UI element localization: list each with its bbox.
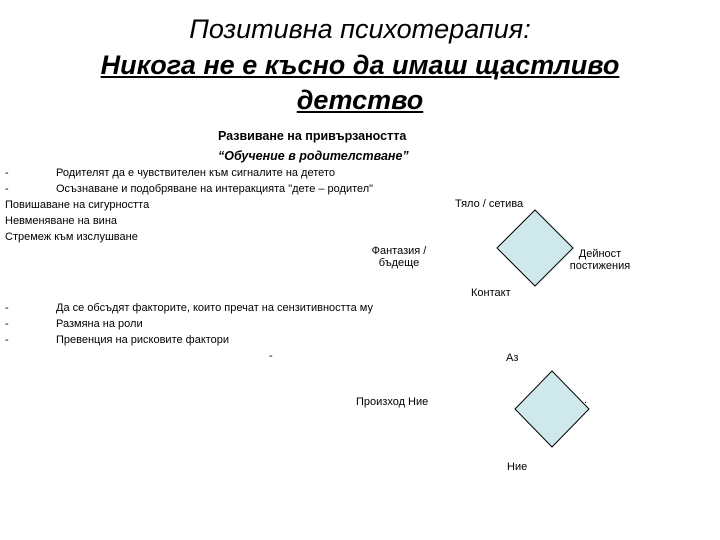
diamond-1-top-label: Тяло / сетива — [455, 198, 524, 210]
bullet-dash: - — [5, 183, 9, 195]
plain-line-3: Стремеж към изслушване — [5, 231, 138, 243]
subtitle-main: Развиване на привързаността — [218, 129, 407, 143]
bullet-bottom-3: Превенция на рисковите фактори — [56, 334, 230, 346]
diamond-1-left-line-1: Фантазия / — [371, 245, 427, 257]
subtitle-quote: “Обучение в родителстване” — [218, 149, 409, 163]
stray-dash: - — [269, 350, 273, 362]
diamond-1 — [495, 208, 575, 288]
bullet-bottom-1: Да се обсъдят факторите, които пречат на сензитивността му — [56, 302, 373, 314]
diamond-2-right-mark: . — [584, 394, 588, 406]
diamond-1-right-line-1: Дейност — [578, 248, 622, 260]
bullet-dash: - — [5, 318, 9, 330]
diamond-1-shape — [497, 210, 573, 286]
diamond-2-bottom-label: Ние — [507, 461, 528, 473]
diamond-1-right-label — [564, 248, 636, 272]
diamond-2 — [513, 369, 591, 449]
bullet-dash: - — [5, 167, 9, 179]
diamond-2-top-label: Аз — [506, 352, 519, 364]
bullet-dash: - — [5, 334, 9, 346]
diamond-1-bottom-label: Контакт — [471, 287, 511, 299]
bullet-top-1: Родителят да е чувствителен към сигналите на детето — [56, 167, 335, 179]
diamond-1-right-line-2: постижения — [569, 260, 631, 272]
diamond-1-left-label — [362, 245, 436, 269]
diamond-1-left-line-2: бъдеще — [378, 257, 420, 269]
plain-line-2: Невменяване на вина — [5, 215, 118, 227]
title-line-1: Позитивна психотерапия: — [189, 14, 531, 44]
title-line-2: Никога не е късно да имаш щастливо — [100, 50, 620, 80]
bullet-top-2: Осъзнаване и подобряване на интеракцията "дете – родител" — [56, 183, 374, 195]
plain-line-1: Повишаване на сигурността — [5, 199, 150, 211]
diamond-2-shape — [515, 371, 589, 447]
title-line-3: детство — [296, 85, 424, 115]
diamond-2-left-label: Произход Ние — [356, 396, 429, 408]
bullet-dash: - — [5, 302, 9, 314]
bullet-bottom-2: Размяна на роли — [56, 318, 143, 330]
